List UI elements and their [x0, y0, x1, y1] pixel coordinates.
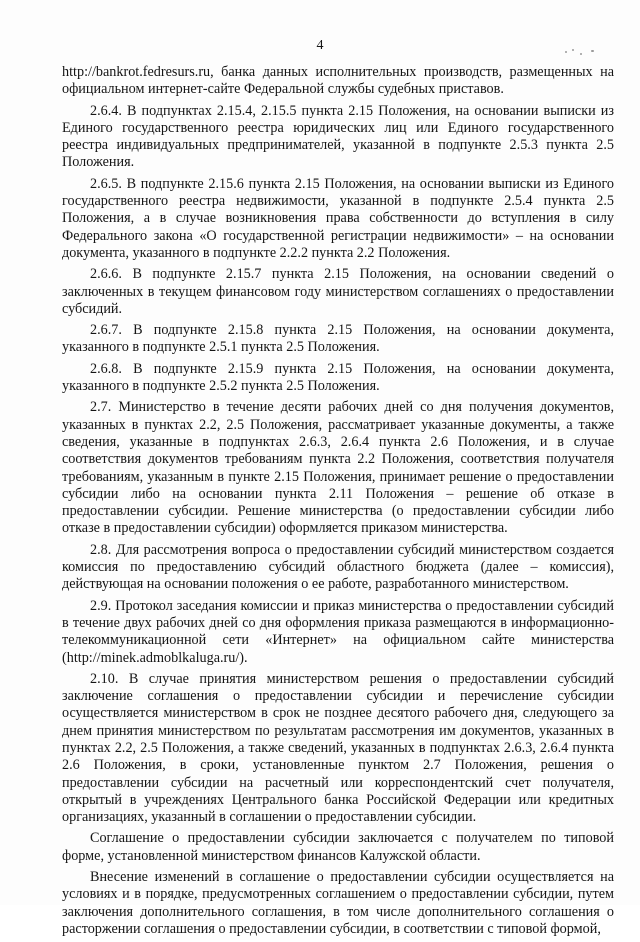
paragraph-2-6-6: 2.6.6. В подпункте 2.15.7 пункта 2.15 Положения, на основании сведений о заключенных в текущем финансовом году министерством соглашениях о предоставлении субсидий.: [62, 266, 614, 317]
paragraph-2-6-8: 2.6.8. В подпункте 2.15.9 пункта 2.15 Положения, на основании документа, указанного в подпункте 2.5.2 пункта 2.5 Положения.: [62, 360, 614, 395]
paragraph-2-9: 2.9. Протокол заседания комиссии и приказ министерства о предоставлении субсидий в течение двух рабочих дней со дня оформления приказа размещаются в информационно-телекоммуникационной сети «Интернет» на официальном сайте министерства (http://minek.admoblkaluga.ru/).: [62, 597, 614, 666]
paragraph-continuation: http://bankrot.fedresurs.ru, банка данных исполнительных производств, размещенных на официальном интернет-сайте Федеральной службы судебных приставов.: [62, 64, 614, 98]
paragraph-2-6-5: 2.6.5. В подпункте 2.15.6 пункта 2.15 Положения, на основании выписки из Единого государственного реестра недвижимости, указанной в подпункте 2.5.4 пункта 2.5 Положения, а в случае возникновения права собственности до вступления в силу Федерального закона «О государственной регистрации недвижимости» – на основании документа, указанного в подпункте 2.2.2 пункта 2.2 Положения.: [62, 175, 614, 261]
paragraph-2-7: 2.7. Министерство в течение десяти рабочих дней со дня получения документов, указанных в пунктах 2.2, 2.5 Положения, рассматривает указанные документы, а также сведения, указанные в подпунктах 2.6.3, 2.6.4 пункта 2.6 Положения, и в случае соответствия документов требованиям пункта 2.2 Положения, соответствия получателя требованиям, указанным в пункте 2.15 Положения, принимает решение о предоставлении субсидии либо на основании пункта 2.11 Положения – решение об отказе в предоставлении субсидии. Решение министерства (о предоставлении субсидии либо отказе в предоставлении субсидии) оформляется приказом министерства.: [62, 399, 614, 537]
paragraph-2-6-7: 2.6.7. В подпункте 2.15.8 пункта 2.15 Положения, на основании документа, указанного в подпункте 2.5.1 пункта 2.5 Положения.: [62, 322, 614, 356]
paragraph-2-10: 2.10. В случае принятия министерством решения о предоставлении субсидий заключение соглашения о предоставлении субсидии и перечисление субсидии осуществляется министерством в срок не позднее десятого рабочего дня, следующего за днем принятия министерством по результатам рассмотрения им документов, указанных в пунктах 2.2, 2.5 Положения, а также сведений, указанных в подпунктах 2.6.3, 2.6.4 пункта 2.6 Положения, в сроки, установленные пунктом 2.7 Положения, решения о предоставлении субсидии на расчетный или корреспондентский счет получателя, открытый в учреждениях Центрального банка Российской Федерации или кредитных организациях, указанный в соглашении о предоставлении субсидии.: [62, 670, 614, 826]
paragraph-agreement-changes: Внесение изменений в соглашение о предоставлении субсидии осуществляется на условиях и в порядке, предусмотренных соглашением о предоставлении субсидии, путем заключения дополнительного соглашения, в том числе дополнительного соглашения о расторжении соглашения о предоставлении субсидии, в соответствии с типовой формой,: [62, 869, 614, 937]
paragraph-2-8: 2.8. Для рассмотрения вопроса о предоставлении субсидий министерством создается комиссия по предоставлению субсидий областного бюджета (далее – комиссия), действующая на основании положения о ее работе, разработанного министерством.: [62, 541, 614, 593]
page-number: 4: [316, 38, 324, 53]
paragraph-2-6-4: 2.6.4. В подпунктах 2.15.4, 2.15.5 пункта 2.15 Положения, на основании выписки из Единого государственного реестра юридических лиц или Единого государственного реестра индивидуальных предпринимателей, указанной в подпункте 2.5.3 пункта 2.5 Положения.: [62, 102, 614, 171]
scan-artifact: [561, 48, 601, 58]
paragraph-agreement-form: Соглашение о предоставлении субсидии заключается с получателем по типовой форме, установленной министерством финансов Калужской области.: [62, 830, 614, 864]
document-body: [62, 64, 614, 942]
